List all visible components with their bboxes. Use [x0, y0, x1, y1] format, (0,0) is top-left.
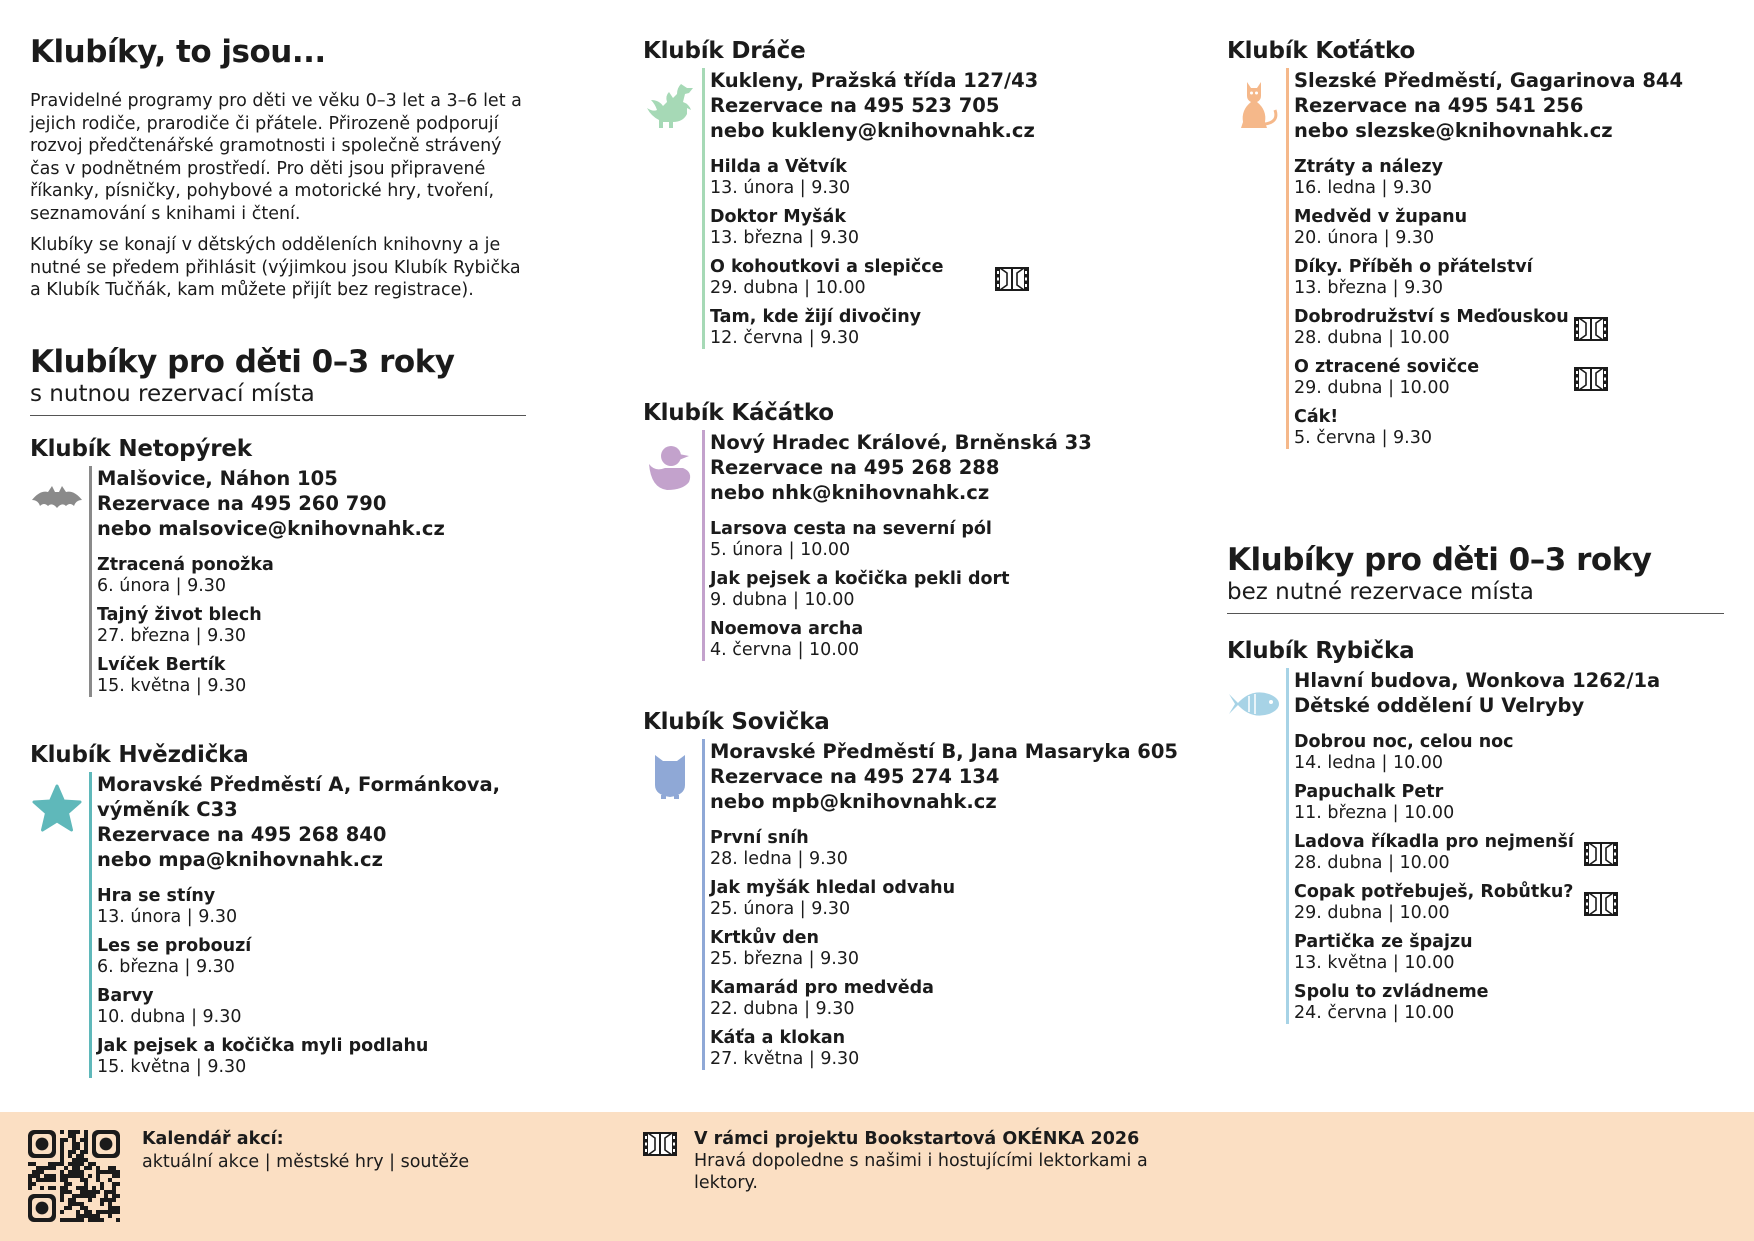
club-accent-line	[702, 430, 705, 661]
event-title: Káťa a klokan	[710, 1028, 846, 1048]
event-title: Jak pejsek a kočička pekli dort	[710, 569, 1010, 589]
event-date: 13. května | 10.00	[1294, 953, 1455, 973]
event-title: Jak myšák hledal odvahu	[710, 878, 956, 898]
club-body	[643, 68, 1183, 349]
event-title: O ztracené sovičce	[1294, 357, 1480, 377]
event-title: Noemova archa	[710, 619, 864, 639]
event-title: Dobrodružství s Meďouskou	[1294, 307, 1569, 327]
section-title: Klubíky pro děti 0–3 roky	[1227, 542, 1652, 578]
event-item	[97, 555, 550, 597]
event-item	[710, 569, 1183, 611]
club-accent-line	[89, 772, 92, 1078]
film-window-icon	[995, 265, 1029, 293]
address-line: nebo mpb@knihovnahk.cz	[710, 790, 997, 813]
event-title: Spolu to zvládneme	[1294, 982, 1489, 1002]
address-line: Dětské oddělení U Velryby	[1294, 694, 1585, 717]
event-item	[1294, 357, 1727, 399]
address-line: výměník C33	[97, 798, 238, 821]
address-line: Moravské Předměstí A, Formánkova,	[97, 773, 501, 796]
event-item	[710, 207, 1183, 249]
event-date: 24. června | 10.00	[1294, 1003, 1455, 1023]
event-date: 5. února | 10.00	[710, 540, 851, 560]
club-address	[97, 772, 550, 872]
event-item	[710, 307, 1183, 349]
address-line: nebo malsovice@knihovnahk.cz	[97, 517, 445, 540]
club-accent-line	[89, 466, 92, 697]
club-body	[1227, 668, 1727, 1024]
event-date: 28. dubna | 10.00	[1294, 853, 1450, 873]
club-body	[643, 430, 1183, 661]
club-accent-line	[1286, 668, 1289, 1024]
event-item	[97, 605, 550, 647]
event-date: 13. února | 9.30	[97, 907, 238, 927]
event-item	[710, 828, 1183, 870]
film-window-icon	[643, 1130, 677, 1158]
club-name: Klubík Sovička	[643, 709, 830, 735]
event-date: 6. února | 9.30	[97, 576, 227, 596]
calendar-links[interactable]: aktuální akce | městské hry | soutěže	[142, 1152, 470, 1172]
address-line: nebo nhk@knihovnahk.cz	[710, 481, 990, 504]
event-item	[97, 886, 550, 928]
club-rybicka	[1227, 637, 1727, 1032]
duck-icon	[643, 442, 697, 492]
event-title: Ladova říkadla pro nejmenší	[1294, 832, 1574, 852]
club-address	[710, 430, 1183, 505]
event-title: Tajný život blech	[97, 605, 262, 625]
calendar-title: Kalendář akcí:	[142, 1129, 284, 1149]
club-name: Klubík Netopýrek	[30, 436, 252, 462]
event-title: První sníh	[710, 828, 809, 848]
bat-icon	[30, 478, 84, 528]
event-item	[1294, 157, 1727, 199]
qr-code-icon[interactable]	[28, 1130, 120, 1222]
event-date: 10. dubna | 9.30	[97, 1007, 242, 1027]
event-date: 15. května | 9.30	[97, 1057, 247, 1077]
event-date: 13. března | 9.30	[1294, 278, 1444, 298]
event-item	[1294, 982, 1727, 1024]
event-date: 28. dubna | 10.00	[1294, 328, 1450, 348]
club-address	[1294, 668, 1727, 718]
intro-title: Klubíky, to jsou...	[30, 34, 326, 70]
event-date: 16. ledna | 9.30	[1294, 178, 1432, 198]
event-date: 28. ledna | 9.30	[710, 849, 848, 869]
event-date: 12. června | 9.30	[710, 328, 860, 348]
event-title: Ztracená ponožka	[97, 555, 274, 575]
event-title: Jak pejsek a kočička myli podlahu	[97, 1036, 429, 1056]
club-name: Klubík Rybička	[1227, 638, 1415, 664]
club-accent-line	[702, 68, 705, 349]
event-item	[1294, 257, 1727, 299]
club-accent-line	[1286, 68, 1289, 449]
event-title: Kamarád pro medvěda	[710, 978, 934, 998]
event-item	[710, 157, 1183, 199]
address-line: Rezervace na 495 268 840	[97, 823, 387, 846]
event-date: 13. března | 9.30	[710, 228, 860, 248]
address-line: Kukleny, Pražská třída 127/43	[710, 69, 1039, 92]
club-name: Klubík Káčátko	[643, 400, 834, 426]
event-date: 27. května | 9.30	[710, 1049, 860, 1069]
event-item	[710, 257, 1183, 299]
event-title: Partička ze špajzu	[1294, 932, 1473, 952]
event-item	[97, 1036, 550, 1078]
event-date: 4. června | 10.00	[710, 640, 860, 660]
event-date: 9. dubna | 10.00	[710, 590, 855, 610]
intro-paragraph-2: Klubíky se konají v dětských odděleních knihovny a je nutné se předem přihlásit (výjimkou jsou Klubík Rybička a Klubík Tučňák, kam můžete přijít bez registrace).	[30, 235, 521, 300]
club-kacatko	[643, 399, 1183, 669]
intro-text	[30, 90, 530, 311]
event-item	[710, 978, 1183, 1020]
event-date: 25. března | 9.30	[710, 949, 860, 969]
event-date: 29. dubna | 10.00	[1294, 378, 1450, 398]
event-title: Barvy	[97, 986, 154, 1006]
event-date: 11. března | 10.00	[1294, 803, 1455, 823]
club-name: Klubík Hvězdička	[30, 742, 249, 768]
film-window-icon	[1574, 365, 1608, 393]
event-item	[1294, 832, 1727, 874]
project-info	[694, 1128, 1174, 1194]
star-icon	[30, 784, 84, 834]
club-body	[30, 466, 550, 697]
event-title: Dobrou noc, celou noc	[1294, 732, 1514, 752]
address-line: nebo slezske@knihovnahk.cz	[1294, 119, 1613, 142]
club-kotatko	[1227, 37, 1727, 457]
fish-icon	[1227, 680, 1281, 730]
event-title: Hilda a Větvík	[710, 157, 847, 177]
club-drace	[643, 37, 1183, 357]
project-text: Hravá dopoledne s našimi i hostujícími lektorkami a lektory.	[694, 1151, 1148, 1193]
event-title: Díky. Příběh o přátelství	[1294, 257, 1533, 277]
film-window-icon	[1584, 890, 1618, 918]
address-line: nebo kukleny@knihovnahk.cz	[710, 119, 1035, 142]
event-date: 15. května | 9.30	[97, 676, 247, 696]
address-line: Hlavní budova, Wonkova 1262/1a	[1294, 669, 1661, 692]
event-item	[1294, 207, 1727, 249]
event-title: Les se probouzí	[97, 936, 252, 956]
event-title: Tam, kde žijí divočiny	[710, 307, 922, 327]
event-title: Hra se stíny	[97, 886, 216, 906]
dragon-icon	[643, 80, 697, 130]
address-line: Nový Hradec Králové, Brněnská 33	[710, 431, 1092, 454]
event-item	[710, 928, 1183, 970]
club-address	[710, 68, 1183, 143]
address-line: Moravské Předměstí B, Jana Masaryka 605	[710, 740, 1178, 763]
event-item	[97, 936, 550, 978]
event-item	[1294, 307, 1727, 349]
event-title: O kohoutkovi a slepičce	[710, 257, 944, 277]
calendar-info	[142, 1128, 469, 1174]
event-date: 5. června | 9.30	[1294, 428, 1433, 448]
event-item	[710, 1028, 1183, 1070]
address-line: Rezervace na 495 260 790	[97, 492, 387, 515]
event-date: 6. března | 9.30	[97, 957, 235, 977]
event-date: 27. března | 9.30	[97, 626, 247, 646]
event-item	[1294, 882, 1727, 924]
address-line: Rezervace na 495 268 288	[710, 456, 1000, 479]
event-item	[1294, 932, 1727, 974]
address-line: Rezervace na 495 523 705	[710, 94, 1000, 117]
event-item	[1294, 407, 1727, 449]
club-accent-line	[702, 739, 705, 1070]
cat-icon	[1227, 80, 1281, 130]
event-title: Copak potřebuješ, Robůtku?	[1294, 882, 1574, 902]
club-name: Klubík Dráče	[643, 38, 806, 64]
footer	[0, 1112, 1754, 1241]
event-title: Lvíček Bertík	[97, 655, 226, 675]
event-title: Krtkův den	[710, 928, 820, 948]
event-item	[710, 519, 1183, 561]
event-title: Papuchalk Petr	[1294, 782, 1444, 802]
address-line: Rezervace na 495 541 256	[1294, 94, 1584, 117]
event-item	[97, 986, 550, 1028]
address-line: Malšovice, Náhon 105	[97, 467, 338, 490]
event-title: Cák!	[1294, 407, 1339, 427]
event-item	[97, 655, 550, 697]
section-subtitle: s nutnou rezervací místa	[30, 381, 315, 407]
address-line: Rezervace na 495 274 134	[710, 765, 1000, 788]
club-address	[710, 739, 1183, 814]
owl-icon	[643, 751, 697, 801]
event-date: 25. února | 9.30	[710, 899, 851, 919]
event-item	[1294, 732, 1727, 774]
event-date: 14. ledna | 10.00	[1294, 753, 1444, 773]
club-netopyrek	[30, 435, 550, 705]
event-title: Ztráty a nálezy	[1294, 157, 1443, 177]
event-title: Medvěd v županu	[1294, 207, 1468, 227]
club-sovicka	[643, 708, 1183, 1078]
event-item	[1294, 782, 1727, 824]
event-item	[710, 878, 1183, 920]
club-hvezdicka	[30, 741, 550, 1086]
club-address	[1294, 68, 1727, 143]
section-reservation-required	[30, 343, 526, 416]
address-line: nebo mpa@knihovnahk.cz	[97, 848, 383, 871]
film-window-icon	[1584, 840, 1618, 868]
event-title: Larsova cesta na severní pól	[710, 519, 992, 539]
event-date: 29. dubna | 10.00	[1294, 903, 1450, 923]
club-body	[643, 739, 1183, 1070]
section-divider	[30, 415, 526, 416]
club-body	[1227, 68, 1727, 449]
event-title: Doktor Myšák	[710, 207, 846, 227]
intro-paragraph-1: Pravidelné programy pro děti ve věku 0–3 let a 3–6 let a jejich rodiče, prarodiče či přátele. Přirozeně podporují rozvoj předčtenářské gramotnosti i společně strávený čas v podnětném prostředí. Pro děti jsou připravené říkanky, písničky, pohybové a motorické hry, tvoření, seznamování s knihami i čtení.	[30, 91, 522, 224]
event-date: 20. února | 9.30	[1294, 228, 1435, 248]
club-address	[97, 466, 550, 541]
project-title: V rámci projektu Bookstartová OKÉNKA 2026	[694, 1129, 1140, 1149]
section-title: Klubíky pro děti 0–3 roky	[30, 344, 455, 380]
club-name: Klubík Koťátko	[1227, 38, 1416, 64]
event-date: 22. dubna | 9.30	[710, 999, 855, 1019]
event-date: 13. února | 9.30	[710, 178, 851, 198]
club-body	[30, 772, 550, 1078]
event-item	[710, 619, 1183, 661]
film-window-icon	[1574, 315, 1608, 343]
section-subtitle: bez nutné rezervace místa	[1227, 579, 1534, 605]
section-no-reservation	[1227, 541, 1724, 614]
section-divider	[1227, 613, 1724, 614]
address-line: Slezské Předměstí, Gagarinova 844	[1294, 69, 1684, 92]
event-date: 29. dubna | 10.00	[710, 278, 866, 298]
